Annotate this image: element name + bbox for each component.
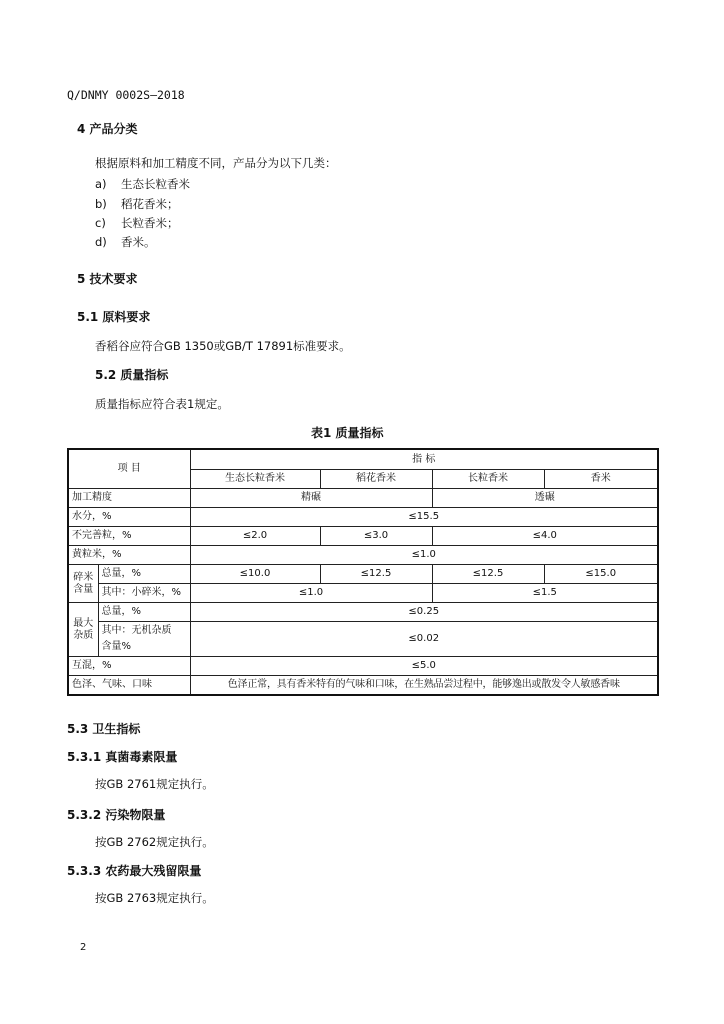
section-5-heading: 5 技术要求 — [77, 272, 138, 286]
cell-value: ≤12.5 — [432, 565, 544, 584]
table-row — [68, 489, 658, 508]
list-text: 香米。 — [121, 235, 156, 249]
table-row — [68, 565, 658, 584]
table-row — [68, 676, 658, 696]
section-5-1-heading: 5.1 原料要求 — [77, 310, 151, 324]
cell-value: 色泽正常，具有香米特有的气味和口味，在生熟品尝过程中，能够逸出或散发令人敏感香味 — [190, 676, 658, 696]
list-text: 长粒香米； — [121, 216, 179, 230]
cell-value: ≤1.0 — [190, 584, 432, 603]
row-label: 水分，% — [68, 508, 190, 527]
list-marker: a) — [95, 177, 107, 191]
list-marker: d) — [95, 235, 107, 249]
row-label: 其中：小碎米，% — [98, 584, 190, 603]
group-label-broken-rice: 碎米 含量 — [68, 565, 98, 603]
cell-value: ≤1.5 — [432, 584, 658, 603]
header-col-1: 生态长粒香米 — [190, 469, 320, 489]
list-text: 生态长粒香米 — [121, 177, 190, 191]
list-marker: c) — [95, 216, 106, 230]
table-row — [68, 508, 658, 527]
header-col-3: 长粒香米 — [432, 469, 544, 489]
row-label: 总量，% — [98, 565, 190, 584]
list-item-d — [95, 234, 156, 250]
section-5-3-2-heading: 5.3.2 污染物限量 — [67, 808, 166, 822]
cell-value: ≤12.5 — [320, 565, 432, 584]
cell-value: ≤15.0 — [544, 565, 658, 584]
list-item-a — [95, 176, 190, 192]
section-5-3-2-body: 按GB 2762规定执行。 — [95, 835, 214, 849]
page-number: 2 — [80, 942, 87, 953]
cell-value: 透碾 — [432, 489, 658, 508]
row-label: 黄粒米，% — [68, 546, 190, 565]
group-label-impurity: 最大 杂质 — [68, 603, 98, 657]
list-item-c — [95, 215, 179, 231]
list-text: 稻花香米； — [121, 197, 179, 211]
section-5-3-3-body: 按GB 2763规定执行。 — [95, 891, 214, 905]
header-item: 项 目 — [68, 449, 190, 489]
table-row — [68, 603, 658, 622]
list-marker: b) — [95, 197, 107, 211]
cell-value: 精碾 — [190, 489, 432, 508]
list-item-b — [95, 196, 179, 212]
section-5-3-1-body: 按GB 2761规定执行。 — [95, 777, 214, 791]
table-row — [68, 527, 658, 546]
section-5-3-heading: 5.3 卫生指标 — [67, 722, 141, 736]
table-row — [68, 622, 658, 657]
table-row — [68, 546, 658, 565]
header-col-2: 稻花香米 — [320, 469, 432, 489]
row-label-line-2: 含量% — [101, 641, 132, 652]
row-label: 不完善粒，% — [68, 527, 190, 546]
row-label: 总量，% — [98, 603, 190, 622]
row-label: 加工精度 — [68, 489, 190, 508]
cell-value: ≤5.0 — [190, 657, 658, 676]
cell-value: ≤0.25 — [190, 603, 658, 622]
row-label: 互混，% — [68, 657, 190, 676]
row-label: 色泽、气味、口味 — [68, 676, 190, 696]
table-caption: 表1 质量指标 — [311, 426, 384, 440]
table-row — [68, 657, 658, 676]
cell-value: ≤10.0 — [190, 565, 320, 584]
section-5-2-heading: 5.2 质量指标 — [95, 368, 169, 382]
row-label-line-1: 其中：无机杂质 — [101, 625, 172, 636]
table-row — [68, 584, 658, 603]
section-4-heading: 4 产品分类 — [77, 122, 138, 136]
header-index: 指 标 — [190, 449, 658, 469]
section-5-3-3-heading: 5.3.3 农药最大残留限量 — [67, 864, 202, 878]
table-row — [68, 449, 658, 469]
section-4-intro: 根据原料和加工精度不同，产品分为以下几类： — [95, 156, 337, 170]
document-code: Q/DNMY 0002S—2018 — [67, 88, 185, 102]
header-col-4: 香米 — [544, 469, 658, 489]
row-label — [98, 622, 190, 657]
section-5-3-1-heading: 5.3.1 真菌毒素限量 — [67, 750, 178, 764]
cell-value: ≤15.5 — [190, 508, 658, 527]
section-5-2-body: 质量指标应符合表1规定。 — [95, 397, 229, 411]
cell-value: ≤1.0 — [190, 546, 658, 565]
section-5-1-body: 香稻谷应符合GB 1350或GB/T 17891标准要求。 — [95, 339, 351, 353]
cell-value: ≤2.0 — [190, 527, 320, 546]
cell-value: ≤0.02 — [190, 622, 658, 657]
cell-value: ≤3.0 — [320, 527, 432, 546]
cell-value: ≤4.0 — [432, 527, 658, 546]
quality-table — [67, 448, 659, 696]
